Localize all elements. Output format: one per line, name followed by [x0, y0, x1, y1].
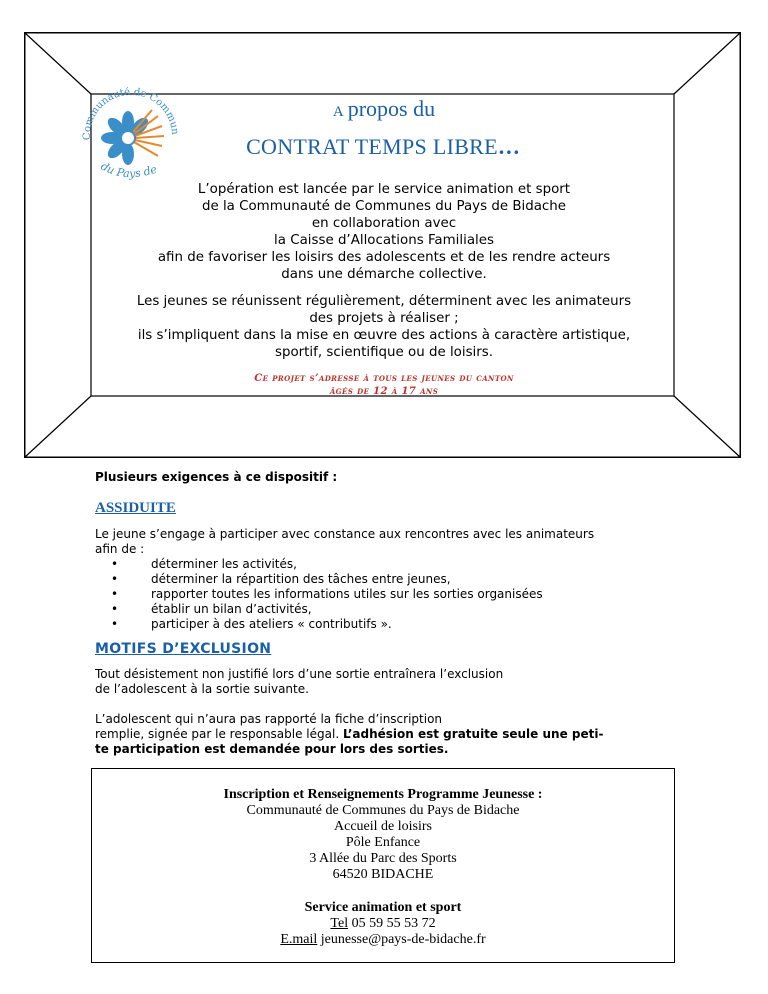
intro-line: dans une démarche collective.: [281, 267, 487, 282]
email-line[interactable]: [92, 932, 674, 948]
email-label: E.mail: [280, 932, 318, 947]
exclusion-line: Tout désistement non justifié lors d’une sortie entraînera l’exclusion: [95, 667, 504, 681]
address-line: Pôle Enfance: [345, 835, 421, 850]
list-item: • déterminer les activités,: [141, 557, 655, 572]
target-line: Ce projet s’adresse à tous les jeunes du canton: [254, 373, 514, 384]
intro2-line: des projets à réaliser ;: [309, 311, 459, 326]
requirements-section: [95, 470, 655, 757]
email-address[interactable]: jeunesse@pays-de-bidache.fr: [317, 932, 486, 947]
intro-paragraph-2: [0, 293, 768, 361]
requirements-heading: Plusieurs exigences à ce dispositif :: [95, 470, 338, 484]
service-name: Service animation et sport: [304, 900, 462, 915]
adhesion-note-cont: te participation est demandée pour lors des sorties.: [95, 742, 449, 756]
intro-line: de la Communauté de Communes du Pays de Bidache: [201, 199, 567, 214]
title-propos: propos du: [347, 96, 436, 121]
phone-number: 05 59 55 53 72: [348, 916, 436, 931]
exclusion-paragraph-1: [95, 667, 655, 697]
list-item: • rapporter toutes les informations utiles sur les sorties organisées: [141, 587, 655, 602]
intro2-line: sportif, scientifique ou de loisirs.: [274, 345, 494, 360]
assiduite-line: Le jeune s’engage à participer avec constance aux rencontres avec les animateurs: [95, 527, 595, 541]
phone-line: [92, 916, 674, 932]
intro-line: afin de favoriser les loisirs des adolescents et de les rendre acteurs: [157, 250, 611, 265]
exclusion-title: MOTIFS D’EXCLUSION: [95, 641, 272, 657]
assiduite-list: [95, 557, 655, 632]
intro2-line: Les jeunes se réunissent régulièrement, déterminent avec les animateurs: [136, 294, 632, 309]
list-item: • établir un bilan d’activités,: [141, 602, 655, 617]
address-line: Communauté de Communes du Pays de Bidache: [246, 803, 520, 818]
phone-label: Tel: [330, 916, 349, 931]
adhesion-note: L’adhésion est gratuite seule une peti-: [342, 727, 604, 741]
title-a: A: [332, 104, 344, 120]
title-line-2: [0, 134, 768, 160]
intro-line: la Caisse d’Allocations Familiales: [274, 233, 494, 248]
intro-line: en collaboration avec: [311, 216, 457, 231]
exclusion-line: remplie, signée par le responsable légal.: [95, 727, 343, 741]
assiduite-text: [95, 527, 655, 557]
list-item: • participer à des ateliers « contributifs ».: [141, 617, 655, 632]
intro-line: L’opération est lancée par le service animation et sport: [197, 182, 571, 197]
exclusion-line: de l’adolescent à la sortie suivante.: [95, 682, 309, 696]
exclusion-line: L’adolescent qui n’aura pas rapporté la fiche d’inscription: [95, 712, 443, 726]
list-item: • déterminer la répartition des tâches entre jeunes,: [141, 572, 655, 587]
contact-box: [91, 768, 675, 963]
intro2-line: ils s’impliquent dans la mise en œuvre des actions à caractère artistique,: [137, 328, 631, 343]
intro-paragraph: [0, 181, 768, 283]
address-line: 3 Allée du Parc des Sports: [309, 851, 457, 866]
target-line: âgés de 12 à 17 ans: [329, 386, 439, 397]
logo-text-top: Communauté de Commun: [81, 86, 181, 141]
exclusion-paragraph-2: [95, 712, 655, 757]
assiduite-line: afin de :: [95, 542, 145, 556]
title-ellipsis: …: [497, 134, 522, 159]
contact-heading: Inscription et Renseignements Programme Jeunesse :: [223, 787, 543, 802]
target-audience: [0, 372, 768, 398]
address-line: 64520 BIDACHE: [332, 867, 434, 882]
address-line: Accueil de loisirs: [334, 819, 432, 834]
logo-text-bottom: du Pays de: [98, 159, 159, 181]
assiduite-title: ASSIDUITE: [95, 500, 176, 516]
title-main: CONTRAT TEMPS LIBRE: [246, 134, 498, 159]
title-line-1: [0, 96, 768, 122]
